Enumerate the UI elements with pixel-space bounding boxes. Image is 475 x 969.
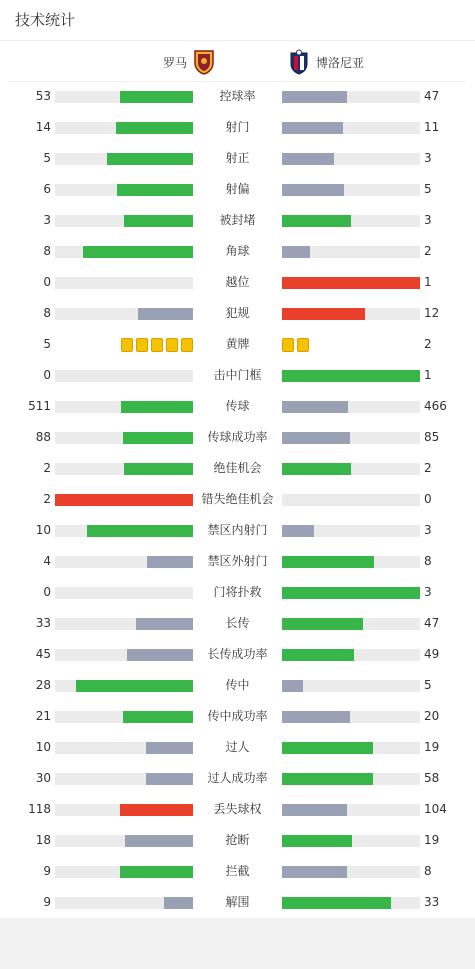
away-stat-bar-fill — [282, 897, 391, 909]
stat-label: 禁区外射门 — [207, 554, 268, 568]
stat-label: 绝佳机会 — [213, 461, 262, 475]
stat-row — [0, 794, 475, 825]
stat-label: 门将扑救 — [213, 585, 262, 599]
home-stat-value: 28 — [35, 678, 51, 692]
home-stat-value: 6 — [43, 182, 51, 196]
away-stat-value: 1 — [424, 275, 432, 289]
home-stat-bar-fill — [123, 711, 193, 723]
stat-label: 长传 — [225, 616, 250, 630]
home-stat-value: 10 — [35, 740, 51, 754]
stat-label: 传球 — [225, 399, 250, 413]
away-stat-bar-fill — [282, 711, 350, 723]
away-stat-bar-fill — [282, 618, 363, 630]
home-stat-value: 8 — [43, 306, 51, 320]
stat-row — [0, 112, 475, 143]
home-stat-bar — [55, 246, 193, 258]
away-stat-bar — [282, 866, 420, 878]
away-stat-bar-fill — [282, 556, 374, 568]
home-stat-bar — [55, 804, 193, 816]
stat-label: 角球 — [225, 244, 250, 258]
home-stat-bar — [55, 680, 193, 692]
away-stat-bar-fill — [282, 246, 310, 258]
stat-label: 丢失球权 — [213, 802, 262, 816]
away-stat-value: 2 — [424, 337, 432, 351]
yellow-card-icon — [151, 338, 163, 352]
away-stat-bar — [282, 618, 420, 630]
stat-row — [0, 205, 475, 236]
home-stat-value: 21 — [35, 709, 51, 723]
away-stat-bar — [282, 494, 420, 506]
away-stat-bar-fill — [282, 866, 347, 878]
away-stat-bar — [282, 680, 420, 692]
stat-row — [0, 515, 475, 546]
away-stat-value: 0 — [424, 492, 432, 506]
away-stat-value: 47 — [424, 89, 440, 103]
away-stat-value: 104 — [424, 802, 447, 816]
home-stat-value: 2 — [43, 492, 51, 506]
stat-row — [0, 422, 475, 453]
away-stat-value: 8 — [424, 864, 432, 878]
stat-row — [0, 391, 475, 422]
home-stat-bar — [55, 91, 193, 103]
away-stat-bar — [282, 401, 420, 413]
home-stat-bar — [55, 370, 193, 382]
roma-crest-icon — [193, 49, 215, 75]
away-stat-value: 33 — [424, 895, 440, 909]
away-stat-bar — [282, 835, 420, 847]
away-stat-value: 19 — [424, 833, 440, 847]
away-stat-value: 3 — [424, 523, 432, 537]
home-stat-value: 8 — [43, 244, 51, 258]
stat-row — [0, 298, 475, 329]
home-stat-value: 30 — [35, 771, 51, 785]
home-stat-bar — [55, 556, 193, 568]
stat-label: 过人 — [225, 740, 250, 754]
stat-row — [0, 763, 475, 794]
home-team-name: 罗马 — [162, 55, 187, 70]
away-stat-bar-fill — [282, 401, 348, 413]
home-stat-value: 10 — [35, 523, 51, 537]
home-stat-bar — [55, 277, 193, 289]
away-stat-value: 12 — [424, 306, 440, 320]
home-stat-bar-fill — [83, 246, 193, 258]
stat-label: 黄牌 — [225, 337, 250, 351]
away-stat-bar-fill — [282, 370, 420, 382]
yellow-card-icon — [181, 338, 193, 352]
away-stat-value: 2 — [424, 244, 432, 258]
away-stat-bar — [282, 897, 420, 909]
stat-row — [0, 825, 475, 856]
home-stat-value: 14 — [35, 120, 51, 134]
home-stat-bar — [55, 835, 193, 847]
home-stat-bar — [55, 773, 193, 785]
away-stat-bar — [282, 153, 420, 165]
home-stat-bar-fill — [124, 215, 193, 227]
home-stat-bar — [55, 463, 193, 475]
home-stat-bar — [55, 649, 193, 661]
stat-label: 犯规 — [225, 306, 250, 320]
away-stat-value: 19 — [424, 740, 440, 754]
home-stat-bar-fill — [125, 835, 193, 847]
home-stat-bar-fill — [124, 463, 193, 475]
bologna-crest-icon — [288, 49, 310, 75]
home-stat-bar — [55, 122, 193, 134]
stat-row — [0, 546, 475, 577]
home-stat-value: 3 — [43, 213, 51, 227]
stat-row — [0, 856, 475, 887]
stat-row — [0, 577, 475, 608]
away-stat-bar-fill — [282, 804, 347, 816]
home-stat-bar-fill — [120, 804, 193, 816]
home-stat-value: 53 — [35, 89, 51, 103]
away-stat-value: 49 — [424, 647, 440, 661]
divider — [0, 40, 475, 41]
home-stat-value: 0 — [43, 368, 51, 382]
home-stat-bar — [55, 215, 193, 227]
stat-label: 传球成功率 — [207, 430, 268, 444]
away-stat-bar — [282, 91, 420, 103]
yellow-card-icon — [166, 338, 178, 352]
stat-row — [0, 143, 475, 174]
home-stat-value: 45 — [35, 647, 51, 661]
stat-row — [0, 732, 475, 763]
stat-label: 击中门框 — [213, 368, 262, 382]
stat-row — [0, 267, 475, 298]
away-stat-value: 3 — [424, 151, 432, 165]
away-stat-bar-fill — [282, 432, 350, 444]
stat-label: 射偏 — [225, 182, 250, 196]
away-stat-bar-fill — [282, 835, 352, 847]
away-stat-bar-fill — [282, 525, 314, 537]
away-stat-bar — [282, 215, 420, 227]
home-stat-bar-fill — [136, 618, 193, 630]
home-stat-value: 4 — [43, 554, 51, 568]
home-stat-bar — [55, 184, 193, 196]
yellow-card-icon — [136, 338, 148, 352]
home-stat-value: 9 — [43, 895, 51, 909]
stat-row — [0, 174, 475, 205]
stat-label: 被封堵 — [219, 213, 256, 227]
away-stat-value: 3 — [424, 585, 432, 599]
stat-row — [0, 701, 475, 732]
home-stat-bar — [55, 401, 193, 413]
home-stat-bar-fill — [117, 184, 193, 196]
away-stat-bar — [282, 432, 420, 444]
away-stat-value: 47 — [424, 616, 440, 630]
away-stat-value: 5 — [424, 182, 432, 196]
away-stat-bar-fill — [282, 680, 303, 692]
home-stat-bar — [55, 494, 193, 506]
away-stat-bar-fill — [282, 277, 420, 289]
home-stat-bar-fill — [146, 773, 193, 785]
home-stat-value: 2 — [43, 461, 51, 475]
home-stat-bar-fill — [164, 897, 193, 909]
away-stat-bar — [282, 122, 420, 134]
stat-row — [0, 236, 475, 267]
home-stat-bar — [55, 525, 193, 537]
home-stat-bar — [55, 618, 193, 630]
stat-label: 越位 — [225, 275, 250, 289]
away-stat-value: 11 — [424, 120, 440, 134]
away-stat-bar — [282, 246, 420, 258]
away-stat-bar-fill — [282, 649, 354, 661]
away-stat-value: 1 — [424, 368, 432, 382]
away-stat-bar — [282, 556, 420, 568]
home-stat-bar — [55, 432, 193, 444]
home-yellow-cards — [121, 338, 193, 352]
stat-row — [0, 81, 475, 112]
away-stat-bar-fill — [282, 773, 373, 785]
stat-label: 长传成功率 — [207, 647, 268, 661]
home-stat-bar — [55, 897, 193, 909]
stat-label: 禁区内射门 — [207, 523, 268, 537]
yellow-card-icon — [121, 338, 133, 352]
home-stat-bar — [55, 866, 193, 878]
home-stat-bar-fill — [120, 866, 193, 878]
away-stat-bar-fill — [282, 308, 365, 320]
away-stat-bar — [282, 649, 420, 661]
stat-label: 拦截 — [225, 864, 250, 878]
away-stat-bar — [282, 370, 420, 382]
stat-label: 射门 — [225, 120, 250, 134]
away-stat-bar-fill — [282, 91, 347, 103]
home-stat-value: 5 — [43, 151, 51, 165]
home-stat-bar — [55, 308, 193, 320]
home-stat-bar-fill — [76, 680, 193, 692]
home-stat-bar-fill — [116, 122, 193, 134]
away-stat-value: 3 — [424, 213, 432, 227]
stat-row — [0, 608, 475, 639]
away-team-name: 博洛尼亚 — [316, 55, 365, 70]
stat-row — [0, 360, 475, 391]
home-stat-bar-fill — [146, 742, 193, 754]
stat-label: 过人成功率 — [207, 771, 268, 785]
home-stat-bar-fill — [138, 308, 193, 320]
away-stat-bar-fill — [282, 742, 373, 754]
home-stat-value: 5 — [43, 337, 51, 351]
stat-label: 传中 — [225, 678, 250, 692]
stat-label: 错失绝佳机会 — [201, 492, 274, 506]
home-stat-bar-fill — [121, 401, 193, 413]
away-stat-bar — [282, 711, 420, 723]
stat-label: 抢断 — [225, 833, 250, 847]
away-stat-bar-fill — [282, 587, 420, 599]
away-stat-value: 5 — [424, 678, 432, 692]
home-stat-bar-fill — [107, 153, 193, 165]
away-stat-bar-fill — [282, 122, 343, 134]
home-stat-value: 118 — [28, 802, 51, 816]
stat-label: 控球率 — [219, 89, 256, 103]
home-stat-bar-fill — [87, 525, 193, 537]
home-team[interactable] — [0, 47, 215, 77]
away-stat-value: 8 — [424, 554, 432, 568]
home-stat-bar — [55, 153, 193, 165]
away-stat-value: 20 — [424, 709, 440, 723]
stat-row — [0, 484, 475, 515]
stat-row — [0, 453, 475, 484]
away-team[interactable] — [288, 47, 468, 77]
home-stat-bar-fill — [147, 556, 193, 568]
home-stat-value: 33 — [35, 616, 51, 630]
stat-label: 解围 — [225, 895, 250, 909]
home-stat-value: 0 — [43, 585, 51, 599]
away-stat-value: 2 — [424, 461, 432, 475]
home-stat-bar — [55, 587, 193, 599]
away-stat-bar — [282, 525, 420, 537]
away-stat-bar — [282, 587, 420, 599]
home-stat-value: 88 — [35, 430, 51, 444]
home-stat-bar-fill — [55, 494, 193, 506]
away-stat-bar-fill — [282, 184, 344, 196]
away-stat-bar-fill — [282, 215, 351, 227]
away-stat-bar — [282, 184, 420, 196]
away-stat-bar — [282, 773, 420, 785]
away-stat-bar-fill — [282, 153, 334, 165]
stat-label: 射正 — [225, 151, 250, 165]
home-stat-bar-fill — [127, 649, 193, 661]
stat-label: 传中成功率 — [207, 709, 268, 723]
stat-row — [0, 329, 475, 360]
home-stat-value: 18 — [35, 833, 51, 847]
away-stat-value: 466 — [424, 399, 447, 413]
away-stat-bar — [282, 308, 420, 320]
away-stat-bar — [282, 463, 420, 475]
away-stat-bar-fill — [282, 463, 351, 475]
away-stat-bar — [282, 804, 420, 816]
stat-row — [0, 639, 475, 670]
home-stat-bar — [55, 711, 193, 723]
away-stat-value: 58 — [424, 771, 440, 785]
away-stat-value: 85 — [424, 430, 440, 444]
stat-row — [0, 887, 475, 918]
away-stat-bar — [282, 277, 420, 289]
away-yellow-cards — [282, 338, 309, 352]
stats-list — [0, 81, 475, 918]
yellow-card-icon — [297, 338, 309, 352]
page-title: 技术统计 — [15, 11, 76, 29]
home-stat-value: 511 — [28, 399, 51, 413]
home-stat-bar-fill — [123, 432, 193, 444]
stat-row — [0, 670, 475, 701]
home-stat-bar-fill — [120, 91, 193, 103]
home-stat-value: 0 — [43, 275, 51, 289]
home-stat-bar — [55, 742, 193, 754]
away-stat-bar — [282, 742, 420, 754]
yellow-card-icon — [282, 338, 294, 352]
home-stat-value: 9 — [43, 864, 51, 878]
